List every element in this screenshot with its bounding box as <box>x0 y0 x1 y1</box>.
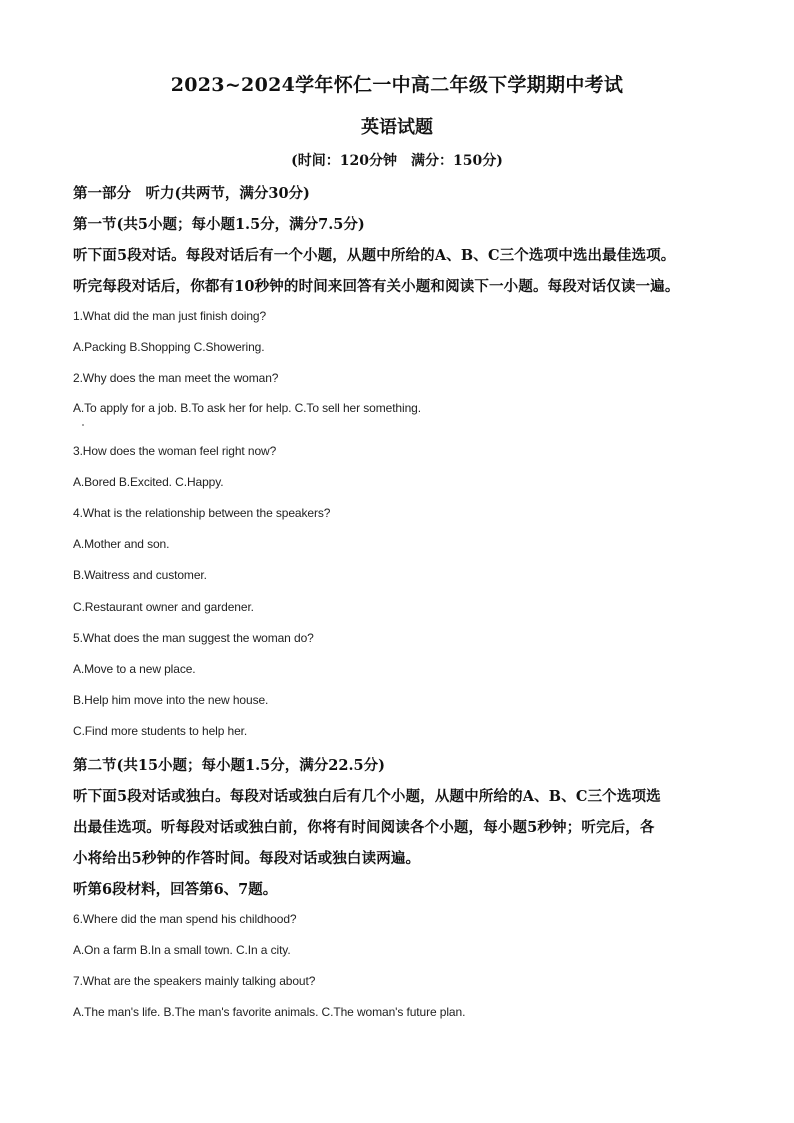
section1-instruction-2: 听完每段对话后，你都有10秒钟的时间来回答有关小题和阅读下一小题。每段对话仅读一遍。 <box>73 278 680 295</box>
question-7: 7.What are the speakers mainly talking about? <box>73 974 316 988</box>
question-4-option-c: C.Restaurant owner and gardener. <box>73 600 254 614</box>
question-6: 6.Where did the man spend his childhood? <box>73 912 297 926</box>
question-4-option-a: A.Mother and son. <box>73 537 170 551</box>
section1-instruction-1: 听下面5段对话。每段对话后有一个小题，从题中所给的A、B、C三个选项中选出最佳选项。 <box>73 247 676 264</box>
question-6-options: A.On a farm B.In a small town. C.In a city. <box>73 943 291 957</box>
question-2: 2.Why does the man meet the woman? <box>73 371 279 385</box>
question-3-options: A.Bored B.Excited. C.Happy. <box>73 475 224 489</box>
exam-time-score: (时间：120分钟 满分：150分) <box>291 153 503 169</box>
section2-instruction-1: 听下面5段对话或独白。每段对话或独白后有几个小题，从题中所给的A、B、C三个选项选 <box>73 788 661 805</box>
question-2-options: A.To apply for a job. B.To ask her for help. C.To sell her something. <box>73 401 421 415</box>
material-6-heading: 听第6段材料，回答第6、7题。 <box>73 881 278 898</box>
question-1: 1.What did the man just finish doing? <box>73 309 267 323</box>
question-5-option-c: C.Find more students to help her. <box>73 724 248 738</box>
question-5-option-a: A.Move to a new place. <box>73 662 196 676</box>
section1-heading: 第一节(共5小题；每小题1.5分，满分7.5分) <box>73 216 365 233</box>
question-5: 5.What does the man suggest the woman do? <box>73 631 314 645</box>
part1-heading: 第一部分 听力(共两节，满分30分) <box>73 185 310 202</box>
exam-subtitle: 英语试题 <box>361 117 433 138</box>
question-4-option-b: B.Waitress and customer. <box>73 568 207 582</box>
exam-title: 2023~2024学年怀仁一中高二年级下学期期中考试 <box>170 74 624 96</box>
section2-heading: 第二节(共15小题；每小题1.5分，满分22.5分) <box>73 757 385 774</box>
question-3: 3.How does the woman feel right now? <box>73 444 277 458</box>
question-1-options: A.Packing B.Shopping C.Showering. <box>73 340 265 354</box>
question-5-option-b: B.Help him move into the new house. <box>73 693 269 707</box>
section2-instruction-2: 出最佳选项。听每段对话或独白前，你将有时间阅读各个小题，每小题5秒钟；听完后，各 <box>73 819 655 836</box>
section2-instruction-3: 小将给出5秒钟的作答时间。每段对话或独白读两遍。 <box>73 850 421 867</box>
question-4: 4.What is the relationship between the speakers? <box>73 506 331 520</box>
question-7-options: A.The man's life. B.The man's favorite animals. C.The woman's future plan. <box>73 1005 466 1019</box>
stray-dot <box>82 424 84 426</box>
